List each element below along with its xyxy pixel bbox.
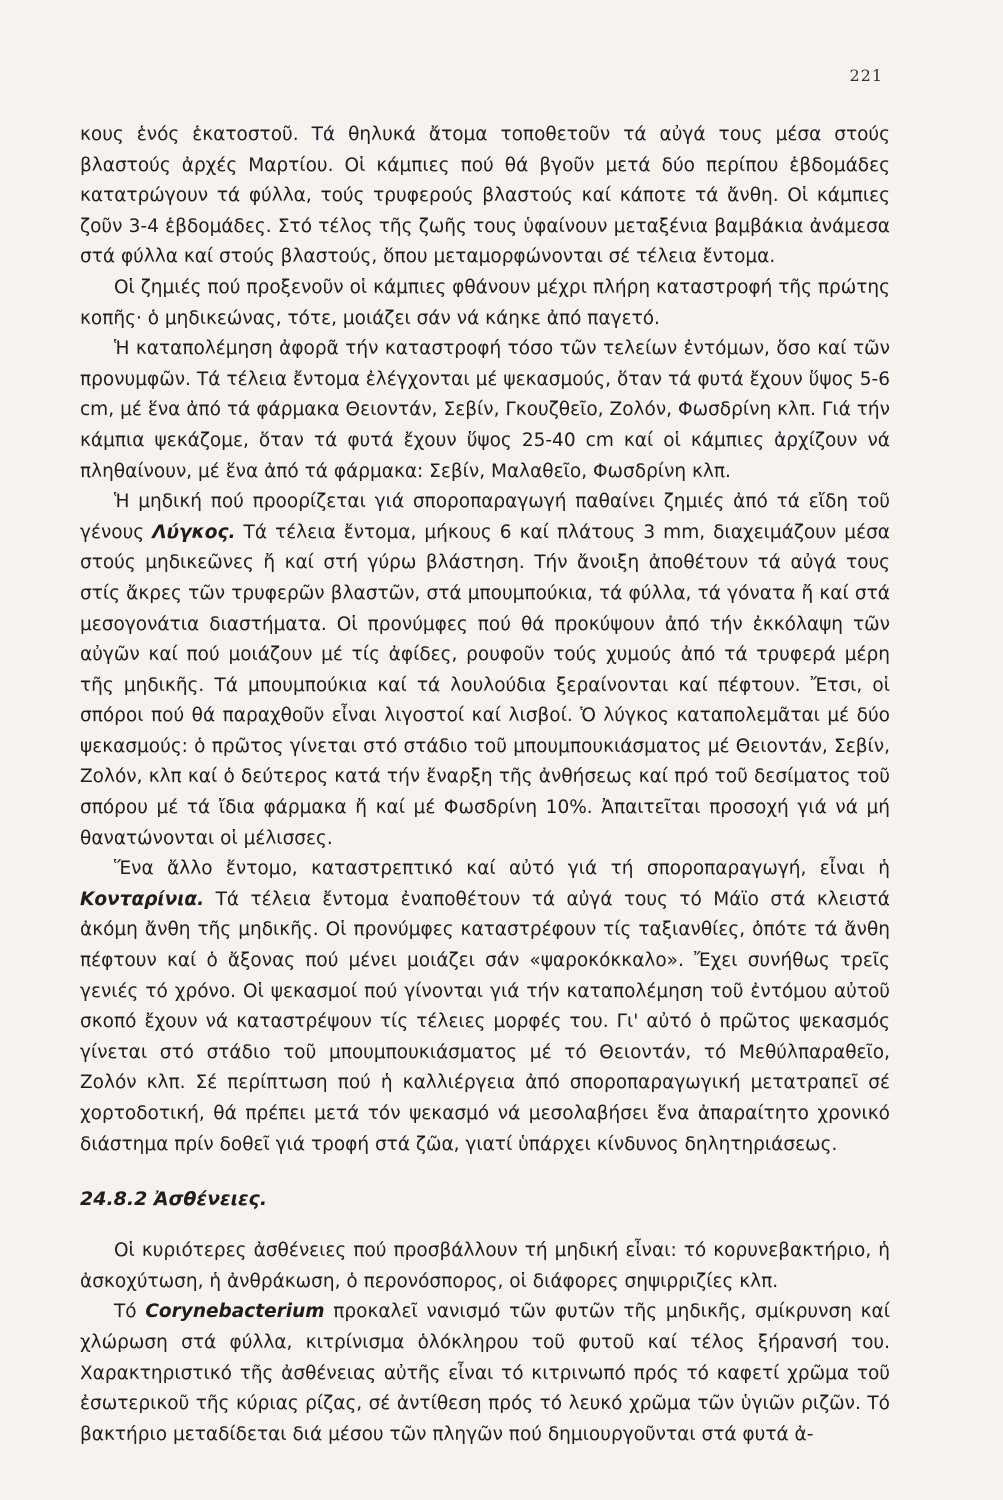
section-paragraph-2-lead: Τό: [114, 1301, 146, 1323]
paragraph-4-lead: Ἡ μηδική πού προορίζεται γιά σποροπαραγωγή παθαίνει ζημιές ἀπό τά εἴδη τοῦ γένους: [80, 491, 890, 543]
paragraph-5-body: Τά τέλεια ἔντομα ἐναποθέτουν τά αὐγά τους τό Μάϊο στά κλειστά ἀκόμη ἄνθη τῆς μηδικῆς. Οἱ προνύμφες καταστρέφουν τίς ταξιανθίες, ὁπότε τά ἄνθη πέφτουν καί ὁ ἄξονας πού μένει μοιάζει σάν «ψαροκόκκαλο». Ἔχει συνήθως τρεῖς γενιές τό χρόνο. Οἱ ψεκασμοί πού γίνονται γιά τήν καταπολέμηση τοῦ ἐντόμου αὐτοῦ σκοπό ἔχουν νά καταστρέψουν τίς τέλειες μορφές του. Γι' αὐτό ὁ πρῶτος ψεκασμός γίνεται στό στάδιο τοῦ μπουμπουκιάσματος μέ τό Θειοντάν, τό Μεθύλπαραθεῖο, Ζολόν κλπ. Σέ περίπτωση πού ἡ καλλιέργεια ἀπό σποροπαραγωγική μετατραπεῖ σέ χορτοδοτική, θά πρέπει μετά τόν ψεκασμό νά μεσολαβήσει ἕνα ἀπαραίτητο χρονικό διάστημα πρίν δοθεῖ γιά τροφή στά ζῶα, γιατί ὑπάρχει κίνδυνος δηλητηριάσεως.: [80, 888, 890, 1155]
paragraph-4: [80, 487, 890, 854]
section-paragraph-2-body: προκαλεῖ νανισμό τῶν φυτῶν τῆς μηδικῆς, σμίκρυνση καί χλώρωση στά φύλλα, κιτρίνισμα ὁλόκληρου τοῦ φυτοῦ καί τέλος ξήρανσή του. Χαρακτηριστικό τῆς ἀσθένειας αὐτῆς εἶναι τό κιτρινωπό πρός τό καφετί χρῶμα τοῦ ἐσωτερικοῦ τῆς κύριας ρίζας, σέ ἀντίθεση πρός τό λευκό χρῶμα τῶν ὑγιῶν ριζῶν. Τό βακτήριο μεταδίδεται διά μέσου τῶν πληγῶν πού δημιουργοῦνται στά φυτά ἀ-: [80, 1301, 891, 1445]
paragraph-3: Ἡ καταπολέμηση ἀφορᾶ τήν καταστροφή τόσο τῶν τελείων ἐντόμων, ὅσο καί τῶν προνυμφῶν. Τά τέλεια ἔντομα ἐλέγχονται μέ ψεκασμούς, ὅταν τά φυτά ἔχουν ὕψος 5-6 cm, μέ ἕνα ἀπό τά φάρμακα Θειοντάν, Σεβίν, Γκουζθεῖο, Ζολόν, Φωσδρίνη κλπ. Γιά τήν κάμπια ψεκάζομε, ὅταν τά φυτά ἔχουν ὕψος 25-40 cm καί οἱ κάμπιες ἀρχίζουν νά πληθαίνουν, μέ ἕνα ἀπό τά φάρμακα: Σεβίν, Μαλαθεῖο, Φωσδρίνη κλπ.: [80, 338, 890, 482]
term-kontarinia: Κονταρίνια.: [80, 888, 205, 910]
section-paragraph-2: [80, 1297, 890, 1450]
page-number: 221: [849, 66, 883, 85]
body-text: [80, 120, 890, 1450]
paragraph-4-body: Τά τέλεια ἔντομα, μήκους 6 καί πλάτους 3 mm, διαχειμάζουν μέσα στούς μηδικεῶνες ἤ καί στή γύρω βλάστηση. Τήν ἄνοιξη ἀποθέτουν τά αὐγά τους στίς ἄκρες τῶν τρυφερῶν βλαστῶν, στά μπουμπούκια, τά φύλλα, τά γόνατα ἤ καί στά μεσογονάτια διαστήματα. Οἱ προνύμφες πού θά προκύψουν ἀπό τήν ἐκκόλαψη τῶν αὐγῶν καί πού μοιάζουν μέ τίς ἀφίδες, ρουφοῦν τούς χυμούς ἀπό τά τρυφερά μέρη τῆς μηδικῆς. Τά μπουμπούκια καί τά λουλούδια ξεραίνονται καί πέφτουν. Ἔτσι, οἱ σπόροι πού θά παραχθοῦν εἶναι λιγοστοί καί λισβοί. Ὁ λύγκος καταπολεμᾶται μέ δύο ψεκασμούς: ὁ πρῶτος γίνεται στό στάδιο τοῦ μπουμπουκιάσματος μέ Θειοντάν, Σεβίν, Ζολόν, κλπ καί ὁ δεύτερος κατά τήν ἔναρξη τῆς ἀνθήσεως καί πρό τοῦ δεσίματος τοῦ σπόρου μέ τά ἴδια φάρμακα ἤ καί μέ Φωσδρίνη 10%. Ἀπαιτεῖται προσοχή γιά νά μή θανατώνονται οἱ μέλισσες.: [80, 521, 891, 849]
term-corynebacterium: Corynebacterium: [145, 1301, 325, 1323]
paragraph-5: [80, 854, 890, 1160]
paragraph-5-lead: Ἕνα ἄλλο ἔντομο, καταστρεπτικό καί αὐτό γιά τή σποροπαραγωγή, εἶναι ἡ: [114, 858, 890, 880]
paragraph-2: Οἱ ζημιές πού προξενοῦν οἱ κάμπιες φθάνουν μέχρι πλήρη καταστροφή τῆς πρώτης κοπῆς· ὁ μηδικεώνας, τότε, μοιάζει σάν νά κάηκε ἀπό παγετό.: [80, 276, 890, 329]
paragraph-1: κους ἑνός ἑκατοστοῦ. Τά θηλυκά ἄτομα τοποθετοῦν τά αὐγά τους μέσα στούς βλαστούς ἀρχές Μαρτίου. Οἱ κάμπιες πού θά βγοῦν μετά δύο περίπου ἑβδομάδες κατατρώγουν τά φύλλα, τούς τρυφερούς βλαστούς καί κάποτε τά ἄνθη. Οἱ κάμπιες ζοῦν 3-4 ἑβδομάδες. Στό τέλος τῆς ζωῆς τους ὑφαίνουν μεταξένια βαμβάκια ἀνάμεσα στά φύλλα καί στούς βλαστούς, ὅπου μεταμορφώνονται σέ τέλεια ἔντομα.: [80, 124, 890, 268]
term-lygkos: Λύγκος.: [152, 521, 236, 543]
section-paragraph-1: Οἱ κυριότερες ἀσθένειες πού προσβάλλουν τή μηδική εἶναι: τό κορυνεβακτήριο, ἡ ἀσκοχύτωση, ἡ ἀνθράκωση, ὁ περονόσπορος, οἱ διάφορες σηψιρριζίες κλπ.: [80, 1240, 890, 1292]
section-heading: 24.8.2 Ἀσθένειες.: [80, 1188, 268, 1211]
